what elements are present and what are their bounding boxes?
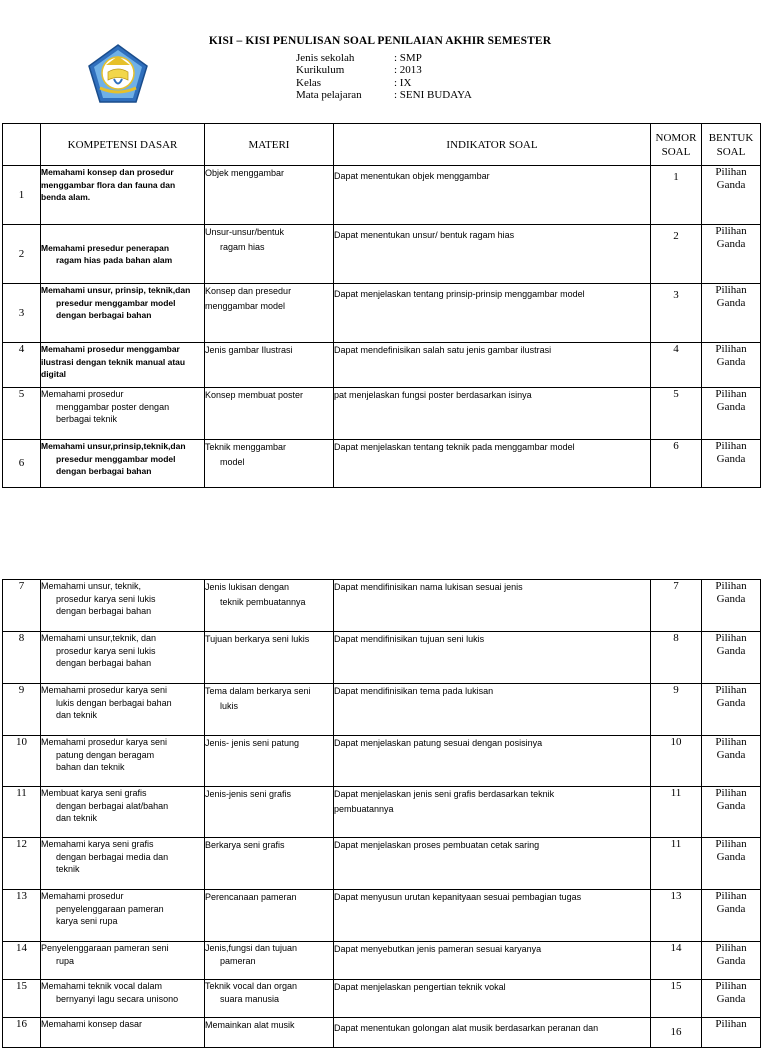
table-row — [3, 632, 761, 684]
kd-line: Memahami prosedur — [41, 891, 124, 901]
table-row — [3, 736, 761, 787]
row-number: 15 — [3, 980, 41, 1018]
meta-key: Kurikulum — [296, 64, 345, 76]
kd-line: patung dengan beragam — [56, 749, 155, 760]
kd-line: dan teknik — [56, 710, 98, 720]
nomor-soal-cell: 2 — [651, 225, 702, 284]
bentuk-line: Ganda — [716, 749, 746, 761]
header-indikator-soal: INDIKATOR SOAL — [334, 124, 651, 166]
materi-cell — [205, 388, 334, 440]
kompetensi-dasar-cell — [41, 684, 205, 736]
kisi-table-part-1 — [2, 123, 761, 488]
bentuk-line: Ganda — [716, 238, 746, 250]
materi-cell — [205, 580, 334, 632]
indikator-cell — [334, 440, 651, 488]
table-row — [3, 890, 761, 942]
bentuk-line: Ganda — [716, 401, 746, 413]
materi-line: Tema dalam berkarya seni — [205, 686, 311, 696]
bentuk-line: Pilihan — [715, 166, 747, 178]
header-nomor-soal — [651, 124, 702, 166]
bentuk-line: Ganda — [716, 955, 746, 967]
nomor-soal-cell: 5 — [651, 388, 702, 440]
bentuk-line: Ganda — [716, 453, 746, 465]
materi-cell — [205, 787, 334, 838]
kd-line: dan teknik — [56, 813, 98, 823]
kompetensi-dasar-cell — [41, 440, 205, 488]
kd-line: rupa — [56, 955, 75, 966]
kompetensi-dasar-cell — [41, 736, 205, 787]
indikator-line: Dapat menjelaskan patung sesuai dengan posisinya — [334, 738, 543, 748]
row-number: 2 — [3, 225, 41, 284]
header-bentuk-line: SOAL — [716, 145, 746, 158]
indikator-line: Dapat menjelaskan tentang prinsip-prinsip menggambar model — [334, 289, 585, 299]
kompetensi-dasar-cell — [41, 632, 205, 684]
nomor-soal-cell: 13 — [651, 890, 702, 942]
nomor-soal-cell: 1 — [651, 166, 702, 225]
indikator-cell — [334, 890, 651, 942]
header-nomor-line: NOMOR — [655, 131, 697, 144]
indikator-line: Dapat menentukan objek menggambar — [334, 171, 490, 181]
indikator-line: Dapat menyusun urutan kepanityaan sesuai pembagian tugas — [334, 892, 582, 902]
kd-line: Memahami konsep dan prosedur — [41, 167, 174, 177]
materi-cell — [205, 632, 334, 684]
materi-cell — [205, 684, 334, 736]
row-number: 14 — [3, 942, 41, 980]
indikator-cell — [334, 284, 651, 343]
kd-line: Memahami teknik vocal dalam — [41, 981, 163, 991]
nomor-soal-cell: 11 — [651, 838, 702, 890]
bentuk-line: Pilihan — [715, 942, 747, 954]
bentuk-line: Ganda — [716, 800, 746, 812]
kd-line: menggambar flora dan fauna dan — [41, 179, 176, 190]
indikator-line: Dapat mendifinisikan tujuan seni lukis — [334, 634, 485, 644]
row-number: 13 — [3, 890, 41, 942]
materi-line: model — [220, 457, 245, 467]
materi-line: Perencanaan pameran — [205, 892, 297, 902]
indikator-cell — [334, 736, 651, 787]
row-number: 8 — [3, 632, 41, 684]
row-number: 9 — [3, 684, 41, 736]
bentuk-line: Pilihan — [715, 684, 747, 696]
tut-wuri-handayani-logo — [86, 42, 150, 106]
materi-line: teknik pembuatannya — [220, 597, 306, 607]
kd-line: ragam hias pada bahan alam — [56, 255, 173, 265]
kd-line: benda alam. — [41, 192, 91, 202]
bentuk-line: Pilihan — [715, 284, 747, 296]
row-number: 6 — [3, 440, 41, 488]
meta-key: Jenis sekolah — [296, 52, 355, 64]
table-row — [3, 980, 761, 1018]
indikator-line: Dapat mendifinisikan nama lukisan sesuai jenis — [334, 582, 523, 592]
nomor-soal-cell: 9 — [651, 684, 702, 736]
table-row — [3, 684, 761, 736]
materi-line: menggambar model — [205, 301, 286, 311]
indikator-cell — [334, 343, 651, 388]
kd-line: Memahami unsur,prinsip,teknik,dan — [41, 441, 186, 451]
materi-line: Jenis,fungsi dan tujuan — [205, 943, 298, 953]
kd-line: Memahami prosedur karya seni — [41, 685, 168, 695]
materi-cell — [205, 838, 334, 890]
table-row — [3, 1018, 761, 1048]
bentuk-soal-cell — [702, 1018, 761, 1048]
bentuk-soal-cell — [702, 980, 761, 1018]
materi-line: lukis — [220, 701, 239, 711]
kisi-table-part-2 — [2, 579, 761, 1048]
header-nomor-line: SOAL — [661, 145, 691, 158]
kd-line: presedur menggambar model — [56, 297, 176, 308]
kompetensi-dasar-cell — [41, 284, 205, 343]
row-number: 10 — [3, 736, 41, 787]
row-number: 5 — [3, 388, 41, 440]
bentuk-soal-cell — [702, 838, 761, 890]
bentuk-line: Pilihan — [715, 890, 747, 902]
materi-line: Jenis-jenis seni grafis — [205, 789, 292, 799]
kompetensi-dasar-cell — [41, 890, 205, 942]
bentuk-line: Pilihan — [715, 736, 747, 748]
kompetensi-dasar-cell — [41, 787, 205, 838]
row-number: 1 — [3, 166, 41, 225]
nomor-soal-cell: 16 — [651, 1018, 702, 1048]
kd-line: bernyanyi lagu secara unisono — [56, 993, 179, 1004]
materi-line: ragam hias — [220, 242, 265, 252]
indikator-line: Dapat mendifinisikan tema pada lukisan — [334, 686, 494, 696]
materi-cell — [205, 1018, 334, 1048]
bentuk-soal-cell — [702, 284, 761, 343]
kd-line: Memahami prosedur — [41, 389, 124, 399]
bentuk-line: Pilihan — [715, 632, 747, 644]
table-row — [3, 942, 761, 980]
bentuk-line: Pilihan — [715, 225, 747, 237]
materi-cell — [205, 166, 334, 225]
indikator-cell — [334, 787, 651, 838]
kompetensi-dasar-cell — [41, 942, 205, 980]
bentuk-line: Ganda — [716, 356, 746, 368]
table-row — [3, 225, 761, 284]
bentuk-soal-cell — [702, 440, 761, 488]
meta-value: : SENI BUDAYA — [394, 89, 472, 101]
bentuk-soal-cell — [702, 684, 761, 736]
indikator-cell — [334, 388, 651, 440]
table-row — [3, 580, 761, 632]
indikator-cell — [334, 684, 651, 736]
table-row — [3, 343, 761, 388]
header-bentuk-line: BENTUK — [708, 131, 754, 144]
kd-line: digital — [41, 369, 67, 379]
kompetensi-dasar-cell — [41, 838, 205, 890]
bentuk-line: Pilihan — [715, 388, 747, 400]
nomor-soal-cell: 15 — [651, 980, 702, 1018]
nomor-soal-cell: 7 — [651, 580, 702, 632]
kompetensi-dasar-cell — [41, 388, 205, 440]
bentuk-line: Ganda — [716, 851, 746, 863]
indikator-cell — [334, 632, 651, 684]
bentuk-line: Ganda — [716, 697, 746, 709]
indikator-cell — [334, 980, 651, 1018]
materi-cell — [205, 736, 334, 787]
kd-line: Membuat karya seni grafis — [41, 788, 147, 798]
nomor-soal-cell: 3 — [651, 284, 702, 343]
bentuk-line: Ganda — [716, 297, 746, 309]
kd-line: dengan berbagai bahan — [56, 606, 152, 616]
row-number: 12 — [3, 838, 41, 890]
indikator-cell — [334, 166, 651, 225]
bentuk-soal-cell — [702, 225, 761, 284]
meta-value: : IX — [394, 77, 412, 89]
bentuk-soal-cell — [702, 787, 761, 838]
bentuk-soal-cell — [702, 890, 761, 942]
kd-line: dengan berbagai bahan — [56, 466, 152, 476]
materi-line: suara manusia — [220, 994, 280, 1004]
bentuk-line: Pilihan — [715, 343, 747, 355]
bentuk-line: Pilihan — [715, 1018, 747, 1030]
materi-line: Jenis- jenis seni patung — [205, 738, 300, 748]
indikator-line: Dapat menentukan golongan alat musik berdasarkan peranan dan — [334, 1023, 599, 1033]
materi-cell — [205, 284, 334, 343]
table-row — [3, 838, 761, 890]
indikator-cell — [334, 838, 651, 890]
header-kompetensi-dasar: KOMPETENSI DASAR — [41, 124, 205, 166]
meta-value: : 2013 — [394, 64, 422, 76]
materi-line: Konsep dan presedur — [205, 286, 292, 296]
header-materi: MATERI — [205, 124, 334, 166]
kd-line: dengan berbagai bahan — [56, 310, 152, 320]
table-row — [3, 440, 761, 488]
materi-line: Unsur-unsur/bentuk — [205, 227, 285, 237]
indikator-line: Dapat menentukan unsur/ bentuk ragam hias — [334, 230, 515, 240]
kompetensi-dasar-cell — [41, 980, 205, 1018]
indikator-line: Dapat menjelaskan jenis seni grafis berdasarkan teknik — [334, 789, 555, 799]
bentuk-line: Ganda — [716, 903, 746, 915]
materi-line: Teknik vocal dan organ — [205, 981, 298, 991]
bentuk-soal-cell — [702, 388, 761, 440]
kd-line: dengan berbagai media dan — [56, 851, 169, 862]
kd-line: Memahami presedur penerapan — [41, 242, 170, 253]
materi-line: Memainkan alat musik — [205, 1020, 295, 1030]
materi-cell — [205, 942, 334, 980]
table-header-row — [3, 124, 761, 166]
kd-line: Memahami prosedur menggambar — [41, 344, 180, 354]
bentuk-soal-cell — [702, 343, 761, 388]
nomor-soal-cell: 14 — [651, 942, 702, 980]
kd-line: prosedur karya seni lukis — [56, 645, 156, 656]
kd-line: lukis dengan berbagai bahan — [56, 697, 172, 708]
bentuk-line: Pilihan — [715, 980, 747, 992]
materi-line: Berkarya seni grafis — [205, 840, 285, 850]
bentuk-line: Pilihan — [715, 787, 747, 799]
meta-value: : SMP — [394, 52, 422, 64]
kd-line: karya seni rupa — [56, 916, 118, 926]
bentuk-soal-cell — [702, 736, 761, 787]
row-number: 11 — [3, 787, 41, 838]
materi-line: Jenis lukisan dengan — [205, 582, 290, 592]
row-number: 16 — [3, 1018, 41, 1048]
row-number: 7 — [3, 580, 41, 632]
nomor-soal-cell: 6 — [651, 440, 702, 488]
indikator-cell — [334, 225, 651, 284]
indikator-line: Dapat mendefinisikan salah satu jenis gambar ilustrasi — [334, 345, 552, 355]
row-number: 4 — [3, 343, 41, 388]
kd-line: dengan berbagai alat/bahan — [56, 800, 169, 811]
bentuk-soal-cell — [702, 942, 761, 980]
nomor-soal-cell: 4 — [651, 343, 702, 388]
meta-key: Mata pelajaran — [296, 89, 362, 101]
materi-line: pameran — [220, 956, 256, 966]
indikator-line: Dapat menjelaskan proses pembuatan cetak saring — [334, 840, 540, 850]
nomor-soal-cell: 10 — [651, 736, 702, 787]
bentuk-line: Pilihan — [715, 440, 747, 452]
nomor-soal-cell: 11 — [651, 787, 702, 838]
bentuk-soal-cell — [702, 580, 761, 632]
kd-line: dengan berbagai bahan — [56, 658, 152, 668]
kd-line: presedur menggambar model — [56, 453, 176, 464]
kd-line: berbagai teknik — [56, 414, 118, 424]
materi-cell — [205, 980, 334, 1018]
materi-line: Tujuan berkarya seni lukis — [205, 634, 310, 644]
kd-line: Memahami unsur,teknik, dan — [41, 633, 157, 643]
materi-cell — [205, 440, 334, 488]
kd-line: penyelenggaraan pameran — [56, 903, 164, 914]
table-row — [3, 166, 761, 225]
kompetensi-dasar-cell — [41, 580, 205, 632]
kd-line: Memahami unsur, teknik, — [41, 581, 142, 591]
kd-line: Memahami unsur, prinsip, teknik,dan — [41, 285, 191, 295]
indikator-cell — [334, 1018, 651, 1048]
bentuk-soal-cell — [702, 632, 761, 684]
indikator-cell — [334, 942, 651, 980]
materi-line: Teknik menggambar — [205, 442, 287, 452]
materi-cell — [205, 890, 334, 942]
kompetensi-dasar-cell — [41, 1018, 205, 1048]
nomor-soal-cell: 8 — [651, 632, 702, 684]
indikator-line: pat menjelaskan fungsi poster berdasarkan isinya — [334, 390, 532, 400]
document-title: KISI – KISI PENULISAN SOAL PENILAIAN AKHIR SEMESTER — [208, 35, 552, 47]
kompetensi-dasar-cell — [41, 343, 205, 388]
materi-line: Jenis gambar Ilustrasi — [205, 345, 293, 355]
materi-line: Objek menggambar — [205, 168, 285, 178]
header-no — [3, 124, 41, 166]
kd-line: Memahami karya seni grafis — [41, 839, 154, 849]
bentuk-soal-cell — [702, 166, 761, 225]
kompetensi-dasar-cell — [41, 225, 205, 284]
table-row — [3, 388, 761, 440]
materi-cell — [205, 225, 334, 284]
bentuk-line: Ganda — [716, 179, 746, 191]
indikator-line: pembuatannya — [334, 804, 394, 814]
header-bentuk-soal — [702, 124, 761, 166]
indikator-line: Dapat menjelaskan tentang teknik pada menggambar model — [334, 442, 575, 452]
bentuk-line: Ganda — [716, 593, 746, 605]
kd-line: teknik — [56, 864, 80, 874]
bentuk-line: Pilihan — [715, 838, 747, 850]
bentuk-line: Ganda — [716, 645, 746, 657]
kd-line: prosedur karya seni lukis — [56, 593, 156, 604]
bentuk-line: Ganda — [716, 993, 746, 1005]
kd-line: bahan dan teknik — [56, 762, 125, 772]
table-row — [3, 787, 761, 838]
table-row — [3, 284, 761, 343]
materi-cell — [205, 343, 334, 388]
kompetensi-dasar-cell — [41, 166, 205, 225]
bentuk-line: Pilihan — [715, 580, 747, 592]
kd-line: ilustrasi dengan teknik manual atau — [41, 356, 186, 367]
kd-line: menggambar poster dengan — [56, 401, 170, 412]
kd-line: Memahami konsep dasar — [41, 1019, 143, 1029]
indikator-cell — [334, 580, 651, 632]
kd-line: Penyelenggaraan pameran seni — [41, 943, 169, 953]
indikator-line: Dapat menjelaskan pengertian teknik vokal — [334, 982, 506, 992]
materi-line: Konsep membuat poster — [205, 390, 304, 400]
row-number: 3 — [3, 284, 41, 343]
indikator-line: Dapat menyebutkan jenis pameran sesuai karyanya — [334, 944, 542, 954]
meta-key: Kelas — [296, 77, 322, 89]
kd-line: Memahami prosedur karya seni — [41, 737, 168, 747]
